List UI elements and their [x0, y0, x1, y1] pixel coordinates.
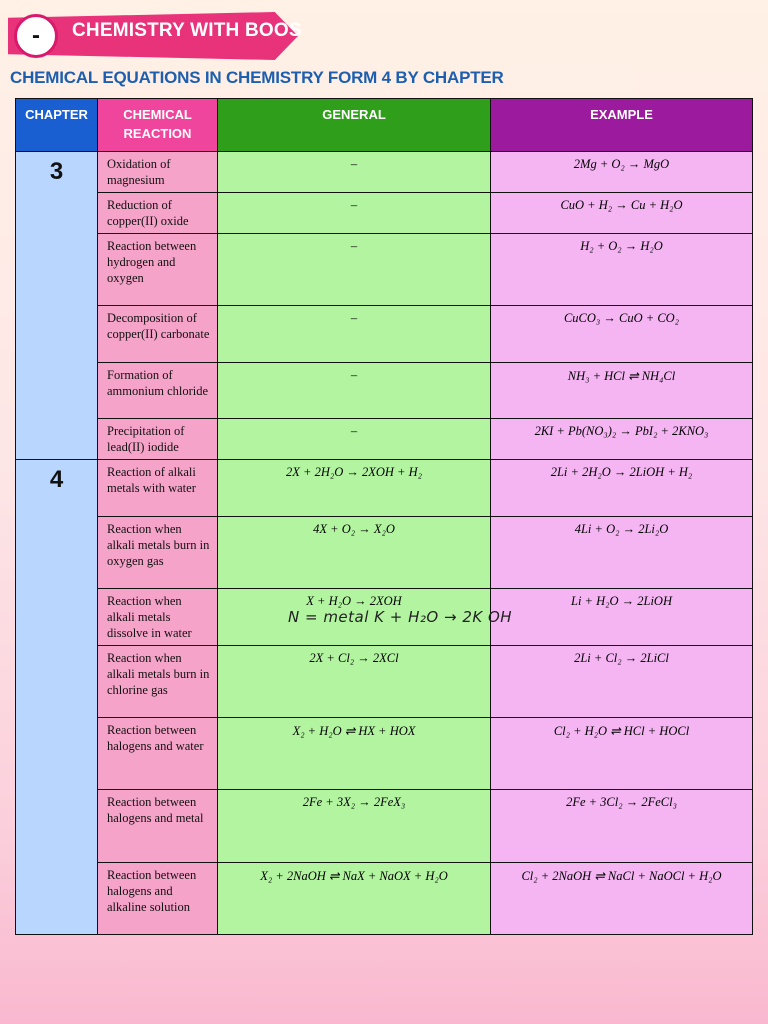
header-example: EXAMPLE [491, 99, 753, 152]
reaction-cell: Reaction between halogens and metal [98, 790, 218, 863]
table-header-row [16, 99, 753, 152]
general-cell: – [218, 234, 491, 306]
example-cell: H₂ + O₂ → H₂O [491, 234, 753, 306]
header-reaction: CHEMICAL REACTION [98, 99, 218, 152]
table-row [16, 234, 753, 306]
reaction-cell: Formation of ammonium chloride [98, 363, 218, 419]
example-cell: Cl₂ + H₂O ⇌ HCl + HOCl [491, 718, 753, 790]
reaction-cell: Reaction of alkali metals with water [98, 460, 218, 517]
general-cell: X₂ + H₂O ⇌ HX + HOX [218, 718, 491, 790]
equations-table [15, 98, 753, 935]
table-row [16, 517, 753, 589]
reaction-cell: Reaction between hydrogen and oxygen [98, 234, 218, 306]
example-cell: 2Li + 2H₂O → 2LiOH + H₂ [491, 460, 753, 517]
example-cell: 2Fe + 3Cl₂ → 2FeCl₃ [491, 790, 753, 863]
general-cell: – [218, 419, 491, 460]
table-row [16, 152, 753, 193]
reaction-cell: Reaction between halogens and water [98, 718, 218, 790]
table-row [16, 646, 753, 718]
general-cell: – [218, 363, 491, 419]
general-cell: 2X + 2H₂O → 2XOH + H₂ [218, 460, 491, 517]
header-general: GENERAL [218, 99, 491, 152]
table-row [16, 419, 753, 460]
chapter-number: 3 [16, 152, 98, 460]
example-cell: Cl₂ + 2NaOH ⇌ NaCl + NaOCl + H₂O [491, 863, 753, 935]
table-row [16, 718, 753, 790]
example-cell: CuO + H₂ → Cu + H₂O [491, 193, 753, 234]
general-cell: 2X + Cl₂ → 2XCl [218, 646, 491, 718]
general-cell: X + H₂O → 2XOH [218, 589, 491, 646]
page-title: CHEMICAL EQUATIONS IN CHEMISTRY FORM 4 BY CHAPTER [10, 68, 504, 87]
example-cell: 2Mg + O₂ → MgO [491, 152, 753, 193]
table-row [16, 193, 753, 234]
banner-badge: - [14, 14, 58, 58]
reaction-cell: Oxidation of magnesium [98, 152, 218, 193]
general-cell: – [218, 193, 491, 234]
general-cell: X₂ + 2NaOH ⇌ NaX + NaOX + H₂O [218, 863, 491, 935]
example-cell: 2KI + Pb(NO₃)₂ → PbI₂ + 2KNO₃ [491, 419, 753, 460]
example-cell: Li + H₂O → 2LiOH [491, 589, 753, 646]
example-cell: 2Li + Cl₂ → 2LiCl [491, 646, 753, 718]
example-cell: CuCO₃ → CuO + CO₂ [491, 306, 753, 363]
general-cell: – [218, 152, 491, 193]
table-row [16, 790, 753, 863]
table-row [16, 460, 753, 517]
reaction-cell: Reaction between halogens and alkaline solution [98, 863, 218, 935]
reaction-cell: Precipitation of lead(II) iodide [98, 419, 218, 460]
reaction-cell: Decomposition of copper(II) carbonate [98, 306, 218, 363]
table-row [16, 306, 753, 363]
chapter-number: 4 [16, 460, 98, 935]
table-row [16, 363, 753, 419]
handwritten-note: N = metal K + H₂O → 2K OH [288, 608, 513, 626]
reaction-cell: Reaction when alkali metals burn in chlorine gas [98, 646, 218, 718]
header-chapter: CHAPTER [16, 99, 98, 152]
reaction-cell: Reduction of copper(II) oxide [98, 193, 218, 234]
example-cell: NH₃ + HCl ⇌ NH₄Cl [491, 363, 753, 419]
general-cell: – [218, 306, 491, 363]
reaction-cell: Reaction when alkali metals dissolve in water [98, 589, 218, 646]
table-row [16, 863, 753, 935]
general-cell: 2Fe + 3X₂ → 2FeX₃ [218, 790, 491, 863]
banner-title: CHEMISTRY WITH BOOS [72, 20, 302, 41]
reaction-cell: Reaction when alkali metals burn in oxygen gas [98, 517, 218, 589]
example-cell: 4Li + O₂ → 2Li₂O [491, 517, 753, 589]
general-cell: 4X + O₂ → X₂O [218, 517, 491, 589]
